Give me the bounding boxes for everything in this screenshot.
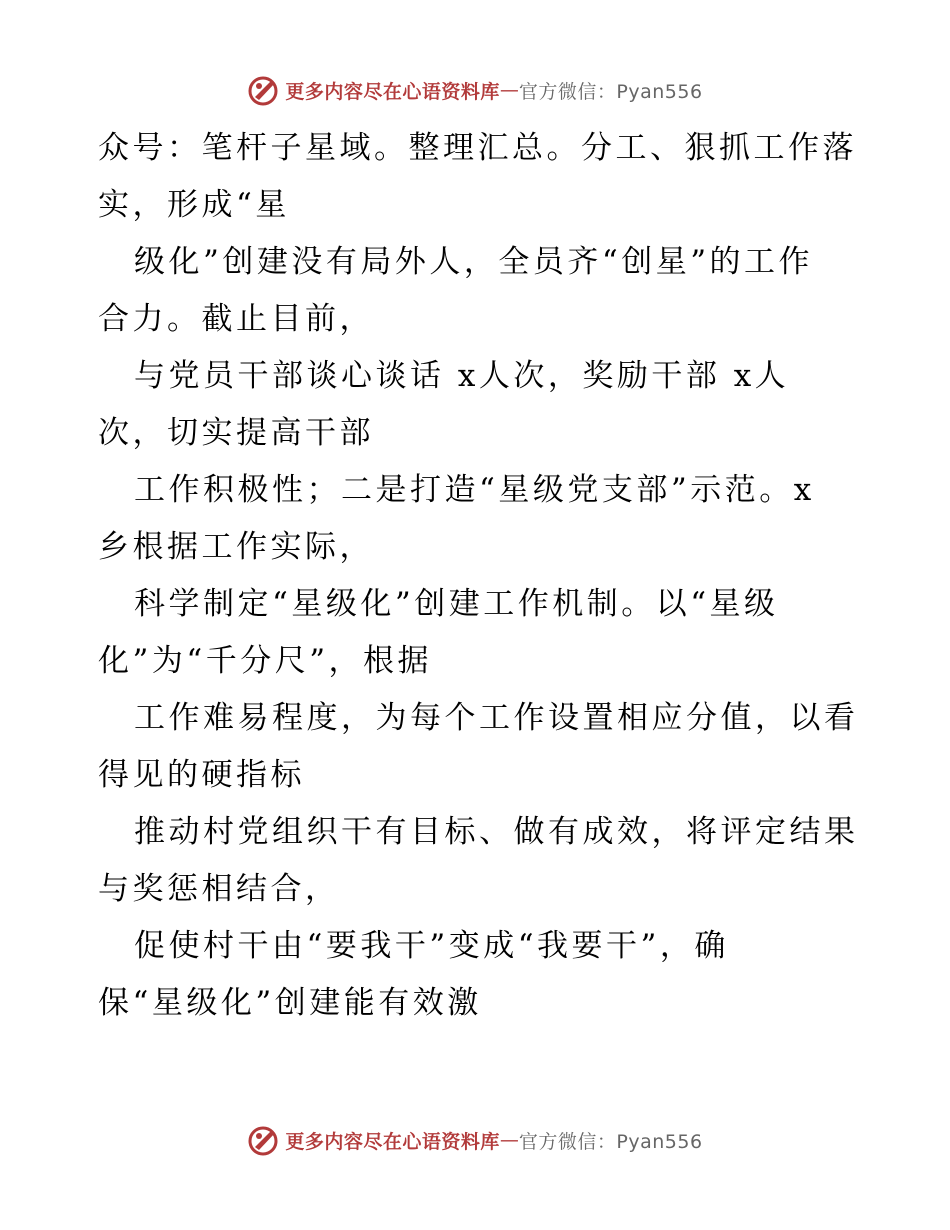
- brand-logo-icon: [247, 73, 281, 107]
- body-line: 科学制定“星级化”创建工作机制。以“星级: [134, 586, 779, 622]
- body-line: 保“星级化”创建能有效激: [98, 985, 482, 1021]
- footer-brand-text: 更多内容尽在心语资料库: [285, 1130, 500, 1153]
- header-separator: —: [499, 79, 519, 101]
- body-line: 工作积极性；二是打造“星级党支部”示范。x: [134, 472, 815, 508]
- footer-separator: —: [499, 1129, 519, 1151]
- brand-logo-icon: [247, 1123, 281, 1157]
- body-line: 次，切实提高干部: [98, 415, 374, 451]
- body-line: 推动村党组织干有目标、做有成效，将评定结果: [134, 814, 859, 850]
- header-banner: [0, 70, 950, 110]
- body-line: 众号：笔杆子星域。整理汇总。分工、狠抓工作落: [98, 130, 857, 166]
- body-line: 与党员干部谈心谈话 x人次，奖励干部 x人: [134, 358, 790, 394]
- body-line: 实，形成“星: [98, 187, 290, 223]
- document-body: [98, 120, 858, 1032]
- header-contact-text: 官方微信：Pyan556: [518, 80, 703, 103]
- body-line: 化”为“千分尺”，根据: [98, 643, 433, 679]
- body-line: 合力。截止目前，: [98, 301, 374, 337]
- body-line: 乡根据工作实际，: [98, 529, 374, 565]
- header-brand-text: 更多内容尽在心语资料库: [285, 80, 500, 103]
- body-line: 级化”创建没有局外人，全员齐“创星”的工作: [134, 244, 814, 280]
- body-line: 得见的硬指标: [98, 757, 305, 793]
- footer-banner: [0, 1120, 950, 1160]
- footer-contact-text: 官方微信：Pyan556: [518, 1130, 703, 1153]
- body-line: 促使村干由“要我干”变成“我要干”，确: [134, 928, 729, 964]
- body-line: 工作难易程度，为每个工作设置相应分值，以看: [134, 700, 859, 736]
- body-line: 与奖惩相结合，: [98, 871, 340, 907]
